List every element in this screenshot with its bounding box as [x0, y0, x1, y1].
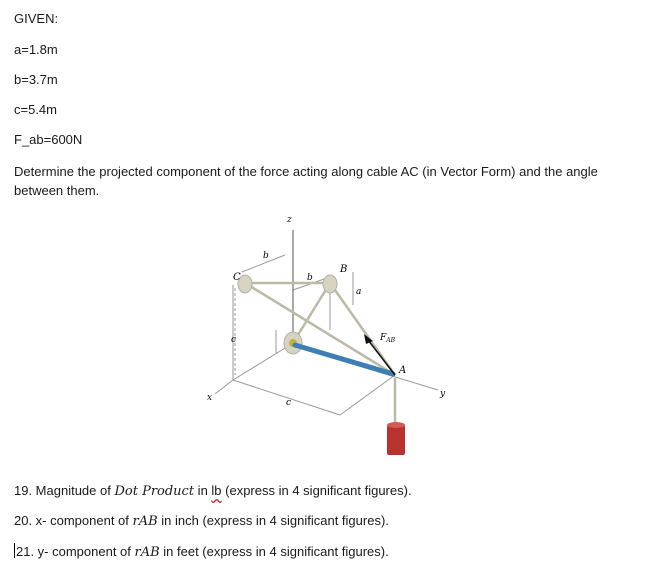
- given-b: b=3.7m: [14, 72, 58, 87]
- label-c-bottom: c: [286, 398, 292, 408]
- hanging-weight: [387, 425, 405, 455]
- label-b2: b: [307, 273, 313, 283]
- problem-statement: Determine the projected component of the force acting along cable AC (in Vector Form) and the angle between them.: [14, 164, 598, 198]
- support-b: [323, 275, 337, 293]
- question-19: 19. Magnitude of Dot Product in lb (express in 4 significant figures).: [14, 483, 412, 499]
- label-z: z: [287, 215, 292, 225]
- given-a: a=1.8m: [14, 42, 58, 57]
- label-point-a: A: [399, 365, 407, 376]
- label-x: x: [207, 393, 213, 403]
- label-point-b: B: [340, 264, 348, 275]
- label-point-c: C: [233, 272, 241, 283]
- label-b1: b: [263, 251, 269, 261]
- text-cursor: [14, 543, 15, 558]
- question-20: 20. x- component of rAB in inch (express in 4 significant figures).: [14, 513, 389, 529]
- given-heading: GIVEN:: [14, 11, 59, 26]
- given-c: c=5.4m: [14, 102, 57, 117]
- label-c-left: c: [231, 335, 237, 345]
- label-y: y: [440, 389, 446, 399]
- given-force: F_ab=600N: [14, 132, 83, 147]
- label-force: $F_{AB}$: [380, 333, 395, 344]
- label-a: a: [356, 287, 362, 297]
- mechanics-figure: [190, 210, 460, 470]
- question-21: 21. y- component of rAB in feet (express in 4 significant figures).: [16, 544, 389, 560]
